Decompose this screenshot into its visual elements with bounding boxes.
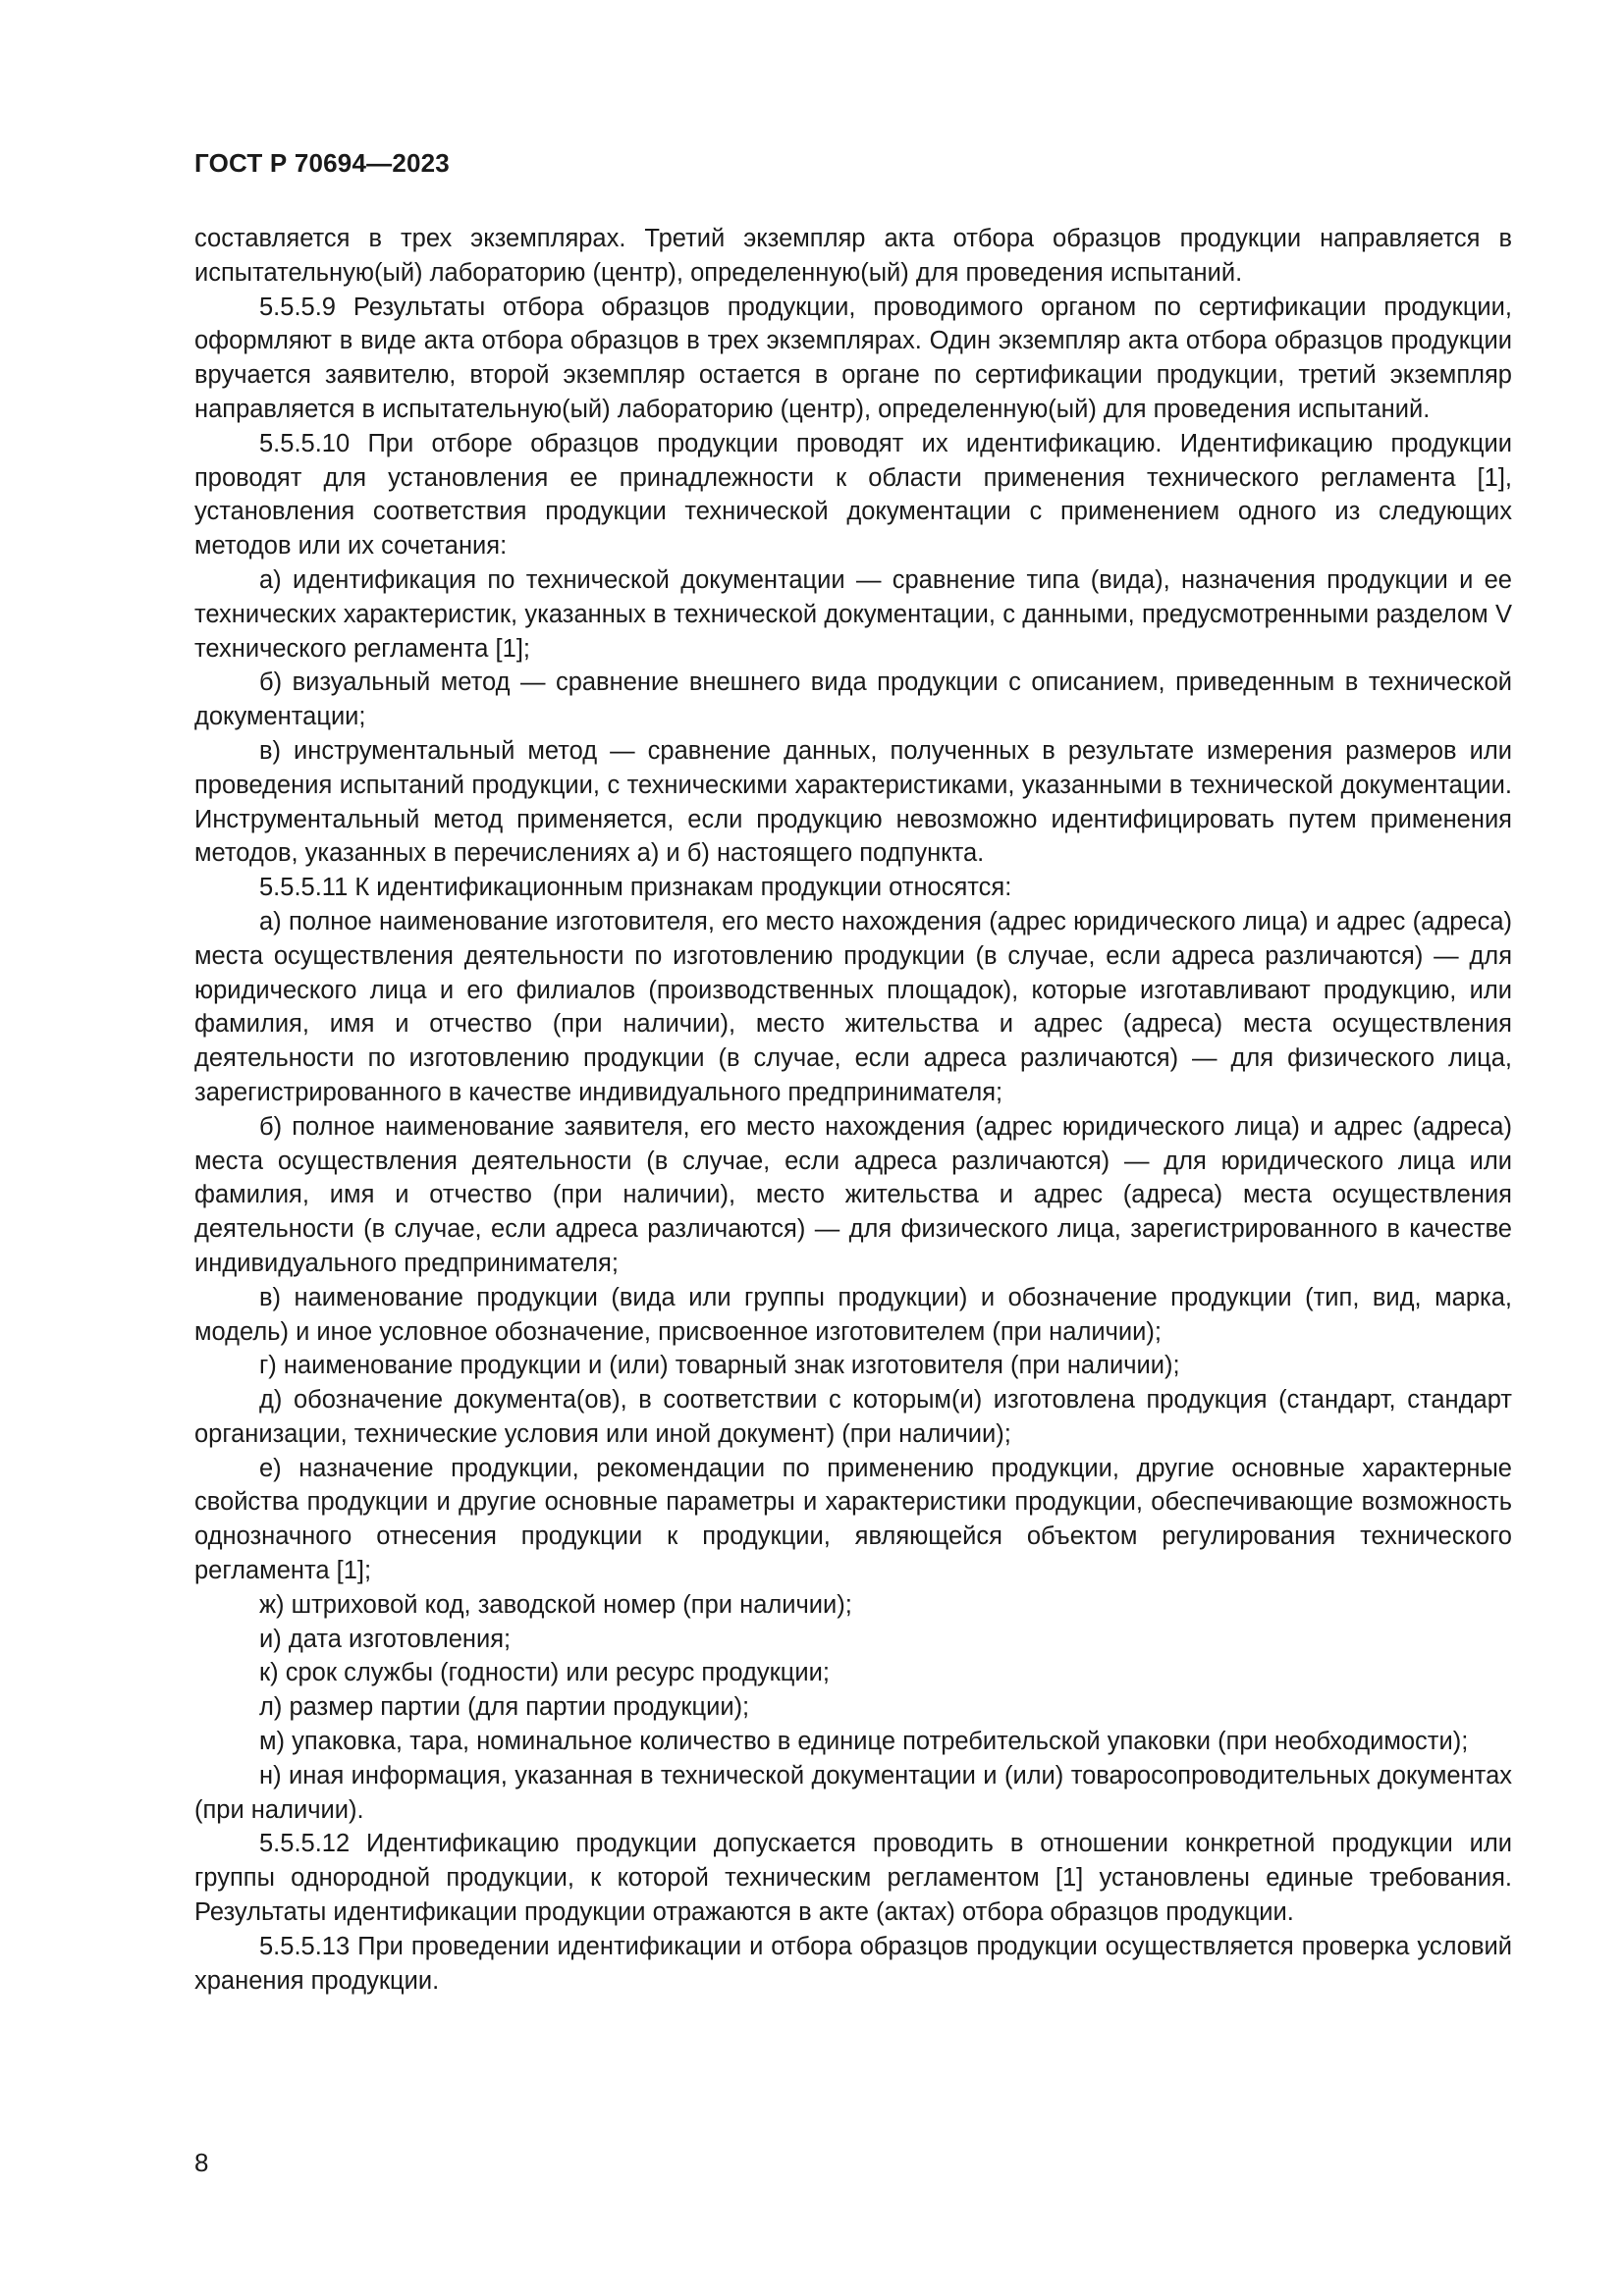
list-item: а) полное наименование изготовителя, его место нахождения (адрес юридического лица) и адрес (адреса) места осуществления деятельности по изготовлению продукции (в случае, если адреса различаются) — для юридического лица и его филиалов (производственных площадок), которые изготавливают продукцию, или фамилия, имя и отчество (при наличии), место жительства и адрес (адреса) места осуществления деятельности по изготовлению продукции (в случае, если адреса различаются) — для физического лица, зарегистрированного в качестве индивидуального предпринимателя; xyxy=(194,907,1512,1106)
standard-designation: ГОСТ Р 70694—2023 xyxy=(194,148,450,178)
paragraph-continuation: составляется в трех экземплярах. Третий экземпляр акта отбора образцов продукции направляется в испытательную(ый) лабораторию (центр), определенную(ый) для проведения испытаний. xyxy=(194,225,1512,287)
page-number: 8 xyxy=(194,2148,209,2177)
list-item: д) обозначение документа(ов), в соответствии с которым(и) изготовлена продукция (стандарт, стандарт организации, технические условия или иной документ) (при наличии); xyxy=(194,1386,1512,1448)
paragraph-5-5-5-11: 5.5.5.11 К идентификационным признакам продукции относятся: xyxy=(259,874,1012,902)
list-item: б) визуальный метод — сравнение внешнего вида продукции с описанием, приведенным в технической документации; xyxy=(194,668,1512,731)
list-item: в) инструментальный метод — сравнение данных, полученных в результате измерения размеров или проведения испытаний продукции, с техническими характеристиками, указанными в технической документации. Инструментальный метод применяется, если продукцию невозможно идентифицировать путем применения методов, указанных в перечислениях а) и б) настоящего подпункта. xyxy=(194,736,1512,868)
paragraph-5-5-5-9: 5.5.5.9 Результаты отбора образцов продукции, проводимого органом по сертификации продукции, оформляют в виде акта отбора образцов в трех экземплярах. Один экземпляр акта отбора образцов продукции вручается заявителю, второй экземпляр остается в органе по сертификации продукции, третий экземпляр направляется в испытательную(ый) лабораторию (центр), определенную(ый) для проведения испытаний. xyxy=(194,293,1512,423)
list-item: а) идентификация по технической документации — сравнение типа (вида), назначения продукции и ее технических характеристик, указанных в технической документации, с данными, предусмотренными разделом V технического регламента [1]; xyxy=(194,565,1512,663)
list-item: б) полное наименование заявителя, его место нахождения (адрес юридического лица) и адрес (адреса) места осуществления деятельности (в случае, если адреса различаются) — для юридического лица или фамилия, имя и отчество (при наличии), место жительства и адрес (адреса) места осуществления деятельности (в случае, если адреса различаются) — для физического лица, зарегистрированного в качестве индивидуального предпринимателя; xyxy=(194,1112,1512,1277)
paragraph-5-5-5-12: 5.5.5.12 Идентификацию продукции допускается проводить в отношении конкретной продукции или группы однородной продукции, к которой техническим регламентом [1] установлены единые требования. Результаты идентификации продукции отражаются в акте (актах) отбора образцов продукции. xyxy=(194,1830,1512,1927)
list-item: н) иная информация, указанная в технической документации и (или) товаросопроводительных документах (при наличии). xyxy=(194,1761,1512,1824)
document-body xyxy=(194,222,1512,1998)
list-item: в) наименование продукции (вида или группы продукции) и обозначение продукции (тип, вид, марка, модель) и иное условное обозначение, присвоенное изготовителем (при наличии); xyxy=(194,1283,1512,1346)
list-item: е) назначение продукции, рекомендации по применению продукции, другие основные характерные свойства продукции и другие основные параметры и характеристики продукции, обеспечивающие возможность однозначного отнесения продукции к продукции, являющейся объектом регулирования технического регламента [1]; xyxy=(194,1454,1512,1585)
list-item: г) наименование продукции и (или) товарный знак изготовителя (при наличии); xyxy=(259,1352,1180,1380)
list-item: м) упаковка, тара, номинальное количество в единице потребительской упаковки (при необходимости); xyxy=(259,1728,1469,1756)
paragraph-5-5-5-13: 5.5.5.13 При проведении идентификации и отбора образцов продукции осуществляется проверка условий хранения продукции. xyxy=(194,1932,1512,1995)
paragraph-5-5-5-10: 5.5.5.10 При отборе образцов продукции проводят их идентификацию. Идентификацию продукции проводят для установления ее принадлежности к области применения технического регламента [1], установления соответствия продукции технической документации с применением одного из следующих методов или их сочетания: xyxy=(194,429,1512,561)
list-item: и) дата изготовления; xyxy=(259,1625,512,1653)
list-item: к) срок службы (годности) или ресурс продукции; xyxy=(259,1659,830,1687)
list-item: ж) штриховой код, заводской номер (при наличии); xyxy=(259,1590,852,1619)
list-item: л) размер партии (для партии продукции); xyxy=(259,1693,750,1722)
